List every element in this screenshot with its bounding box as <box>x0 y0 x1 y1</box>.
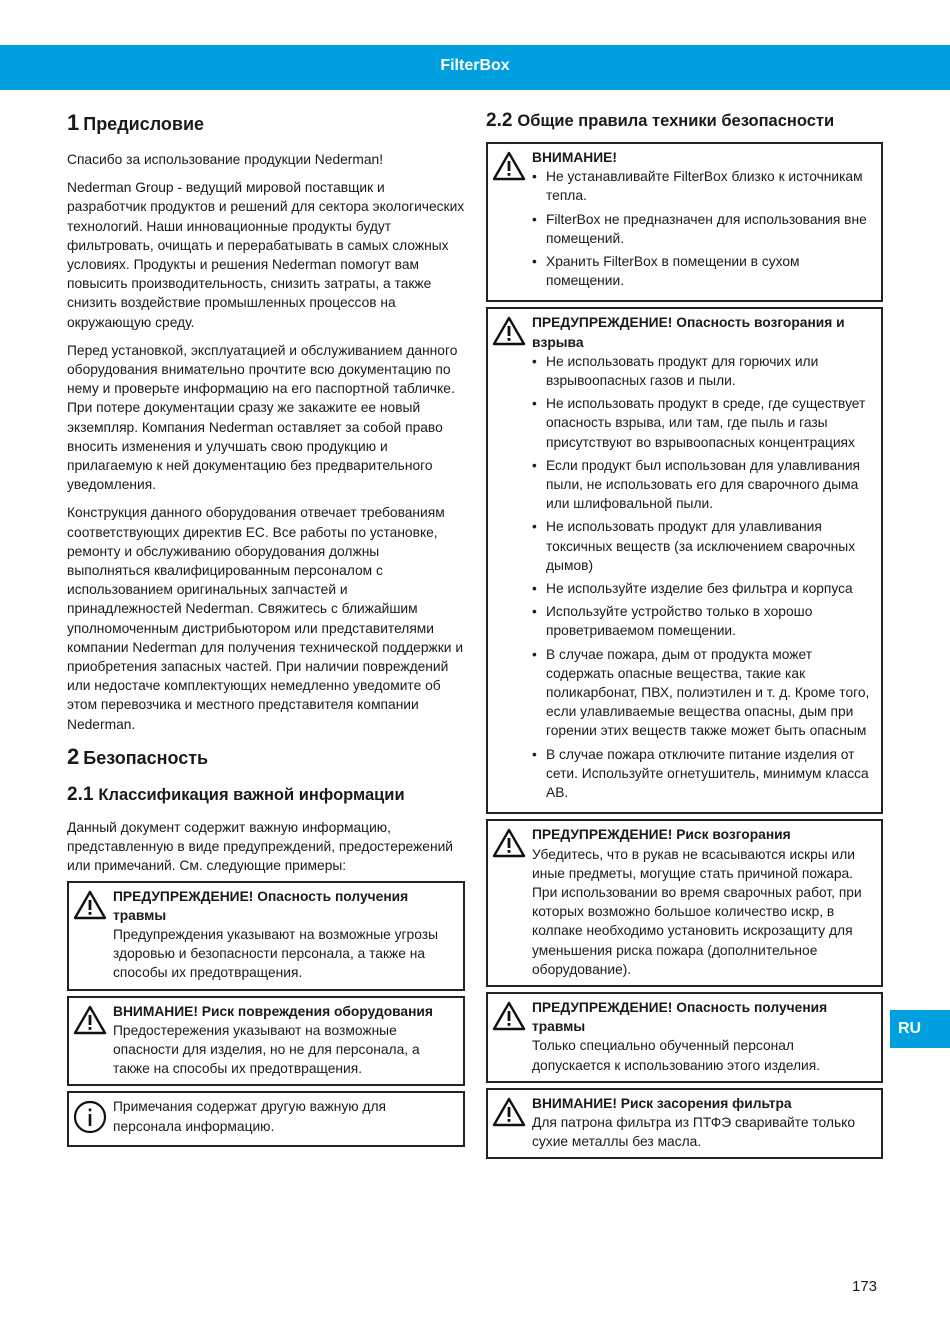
box-title: ВНИМАНИЕ! Риск засорения фильтра <box>532 1095 792 1111</box>
warning-box <box>67 881 465 991</box>
note-box <box>67 1091 465 1147</box>
warning-icon <box>492 825 532 979</box>
caution-box <box>67 996 465 1087</box>
section-number: 1 <box>67 110 80 135</box>
section-title: Классификация важной информации <box>98 785 405 804</box>
warning-icon <box>492 313 532 806</box>
page-number: 173 <box>852 1278 878 1295</box>
warning-icon <box>73 1002 113 1079</box>
list-item: • Не использовать продукт в среде, где существует опасность взрыва, или там, где пыль и газы присутствуют во взрывоопасных концентрациях <box>532 394 875 452</box>
section-number: 2.2 <box>486 110 513 131</box>
caution-box <box>486 1088 883 1160</box>
warning-box <box>486 819 883 987</box>
list-item: • Если продукт был использован для улавливания пыли, не использовать его для сварочного дыма или шлифовальной пыли. <box>532 456 875 514</box>
box-text: Предупреждения указывают на возможные угрозы здоровью и безопасности персонала, а также на способы их предотвращения. <box>113 926 438 981</box>
paragraph: Данный документ содержит важную информацию, представленную в виде предупреждений, предостережений или примечаний. См. следующие примеры: <box>67 819 453 874</box>
list-item: • Хранить FilterBox в помещении в сухом помещении. <box>532 252 875 290</box>
warning-icon <box>492 1094 532 1152</box>
section-title: Предисловие <box>83 114 205 134</box>
box-title: ВНИМАНИЕ! <box>532 150 617 165</box>
language-tab <box>890 1010 950 1048</box>
box-title: ПРЕДУПРЕЖДЕНИЕ! Опасность получения травмы <box>532 999 828 1035</box>
box-text: Только специально обученный персонал допускается к использованию этого изделия. <box>532 1038 821 1073</box>
list-item: • В случае пожара, дым от продукта может содержать опасные вещества, такие как поликарбонат, ПВХ, полиэтилен и т. д. Кроме того, если улавливаемые вещества опасны, дым при горении этих веществ также может быть опасным <box>532 645 875 741</box>
section-title: Общие правила техники безопасности <box>517 112 835 130</box>
list-item: • Не использовать продукт для горючих или взрывоопасных газов и пыли. <box>532 352 875 390</box>
bullet-list <box>532 352 875 802</box>
box-text: Предостережения указывают на возможные опасности для изделия, но не для персонала, а также на способы их предотвращения. <box>113 1022 420 1077</box>
box-title: ВНИМАНИЕ! Риск повреждения оборудования <box>113 1003 433 1019</box>
section-number: 2 <box>67 743 80 769</box>
caution-box <box>486 142 883 302</box>
list-item: • Используйте устройство только в хорошо проветриваемом помещении. <box>532 602 875 640</box>
language-label: RU <box>898 1020 922 1037</box>
list-item: • В случае пожара отключите питание изделия от сети. Используйте огнетушитель, минимум класса AB. <box>532 745 875 803</box>
header-bar <box>0 45 950 90</box>
paragraph: Спасибо за использование продукции Nederman! <box>67 152 384 167</box>
section-1-heading <box>67 110 465 136</box>
box-text: Для патрона фильтра из ПТФЭ сваривайте только сухие металлы без масла. <box>532 1114 856 1150</box>
section-number: 2.1 <box>67 783 94 805</box>
box-title: ПРЕДУПРЕЖДЕНИЕ! Риск возгорания <box>532 827 791 843</box>
warning-icon <box>492 148 532 294</box>
warning-icon <box>73 887 113 983</box>
document-title: FilterBox <box>440 57 510 74</box>
warning-icon <box>492 998 532 1075</box>
box-title: ПРЕДУПРЕЖДЕНИЕ! Опасность получения травмы <box>113 888 409 923</box>
right-column <box>486 110 883 1164</box>
box-title: ПРЕДУПРЕЖДЕНИЕ! Опасность возгорания и взрыва <box>532 315 845 350</box>
section-2-heading <box>67 744 465 770</box>
bullet-list <box>532 167 875 290</box>
warning-box <box>486 307 883 814</box>
list-item: • Не устанавливайте FilterBox близко к источникам тепла. <box>532 167 875 205</box>
paragraph: Nederman Group - ведущий мировой поставщик и разработчик продуктов и решений для сектора экологических технологий. Наши инновационные продукты будут фильтровать, очищать и перерабатывать в самых сложных условиях. Продукты и решения Nederman помогут вам повысить производительность, снизить затраты, а также снизить воздействие промышленных процессов на окружающую среду. <box>67 180 465 330</box>
paragraph: Перед установкой, эксплуатацией и обслуживанием данного оборудования внимательно прочтите всю документацию по нему и проверьте информацию на его паспортной табличке. При потере документации сразу же закажите ее новый экземпляр. Компания Nederman оставляет за собой право вносить изменения и улучшать свою продукцию и прилагаемую к ней документацию без предварительного уведомления. <box>67 342 458 493</box>
warning-box <box>486 992 883 1083</box>
section-2-1-heading <box>67 784 465 806</box>
box-text: Примечания содержат другую важную для персонала информацию. <box>113 1099 386 1134</box>
section-2-2-heading <box>486 110 883 132</box>
info-icon <box>73 1097 113 1139</box>
list-item: • Не используйте изделие без фильтра и корпуса <box>532 579 875 598</box>
left-column <box>67 110 465 1152</box>
section-title: Безопасность <box>83 747 209 768</box>
paragraph: Конструкция данного оборудования отвечает требованиям соответствующих директив ЕС. Все работы по установке, ремонту и обслуживанию оборудования должны выполняться квалифицированным персоналом с использованием оригинальных запчастей и принадлежностей Nederman. Свяжитесь с ближайшим уполномоченным дистрибьютором или представителями компании Nederman для получения технической поддержки и приобретения запасных частей. При наличии повреждений или недостаче комплектующих немедленно уведомите об этом перевозчика и местного представителя компании Nederman. <box>67 505 464 732</box>
box-text: Убедитесь, что в рукав не всасываются искры или иные предметы, могущие стать причиной пожара. При использовании во время сварочных работ, при которых возможно большое количество искр, в колпаке необходимо установить искрозащиту для уменьшения риска пожара (дополнительное оборудование). <box>532 846 862 977</box>
list-item: • FilterBox не предназначен для использования вне помещений. <box>532 210 875 248</box>
list-item: • Не использовать продукт для улавливания токсичных веществ (за исключением сварочных дымов) <box>532 517 875 575</box>
